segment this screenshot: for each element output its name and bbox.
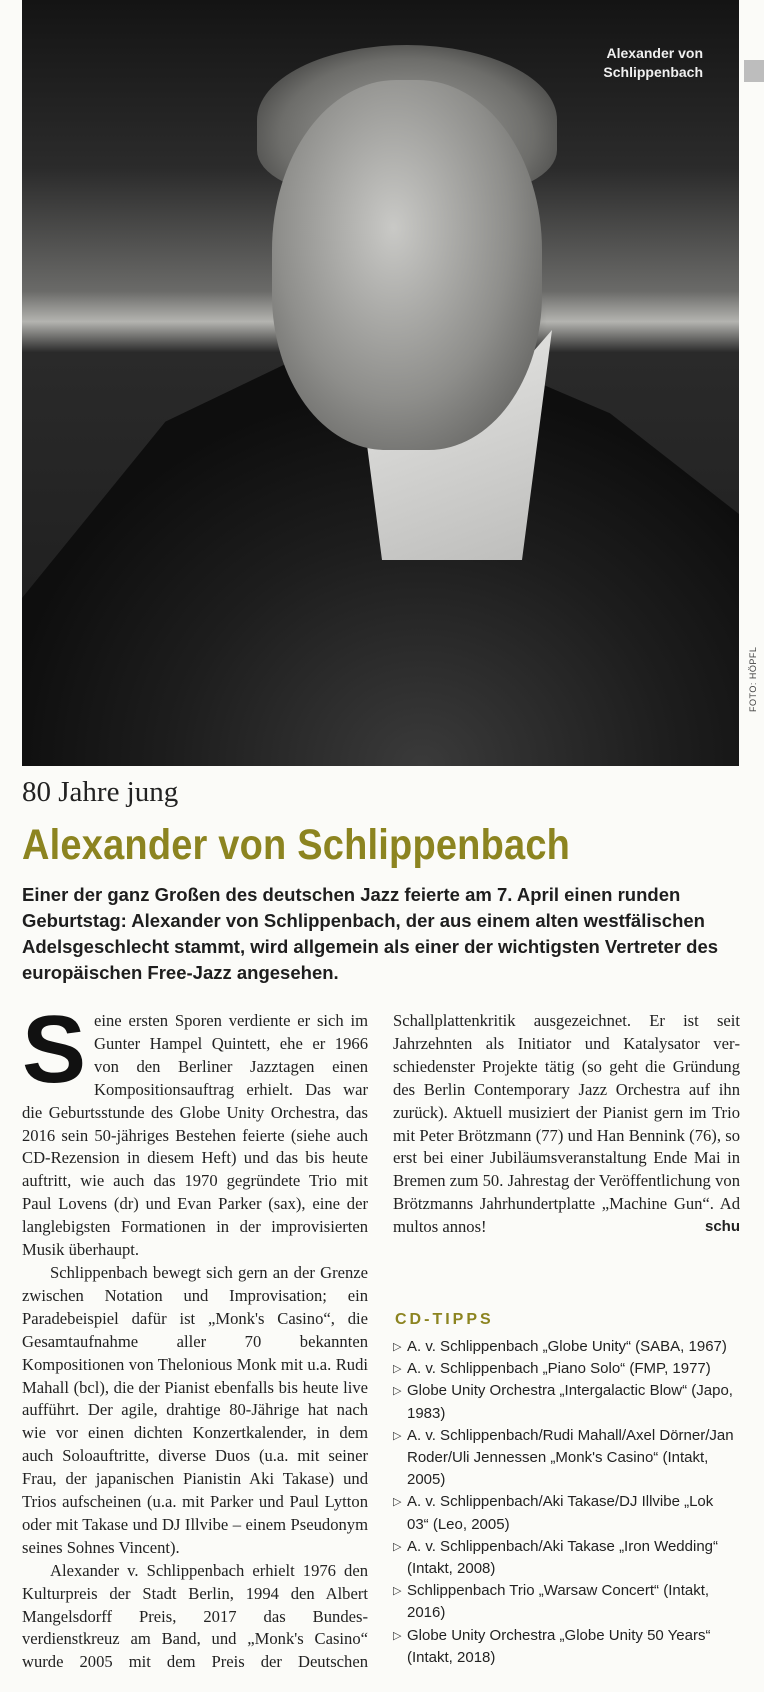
portrait-photo: [22, 0, 739, 766]
cd-tip-item: [393, 1625, 738, 1669]
author-signature: schu: [704, 1218, 740, 1236]
cd-tip-item: [393, 1580, 738, 1624]
cd-tip-text: A. v. Schlippenbach/Aki Takase „Iron Wedding“ (Intakt, 2008): [407, 1537, 719, 1578]
article-column-1: [22, 996, 368, 1674]
photo-caption: [603, 44, 703, 82]
cd-tip-item: [393, 1425, 738, 1492]
triangle-bullet-icon: ▷: [393, 1540, 402, 1553]
cd-tips-title: CD-TIPPS: [395, 1311, 494, 1328]
cd-tip-text: A. v. Schlippenbach/Aki Takase/DJ Illvibe „Lok 03“ (Leo, 2005): [407, 1493, 714, 1533]
cd-tip-item: [393, 1380, 738, 1424]
cd-tip-text: A. v. Schlippenbach „Piano Solo“ (FMP, 1977): [407, 1360, 711, 1378]
cd-tip-item: [393, 1491, 738, 1535]
photo-head-shape: [272, 80, 542, 450]
cd-tip-item: [393, 1536, 738, 1580]
triangle-bullet-icon: ▷: [393, 1341, 402, 1353]
article-paragraph-3-continued: Schallplattenkritik ausgezeichnet. Er ist seit Jahrzehnten als Initiator und Katalysator verschiedenster Projekte tätig (so geht die Gründung des Berlin Contemporary Jazz Orchestra auf ihn zurück). Aktuell musiziert der Pianist gern im Trio mit Peter Brötzmann (77) und Han Bennink (76), so erst bei einer Jubiläumsveranstaltung Ende Mai in Bremen zum 50. Jahrestag der Veröffentlichung von Brötzmanns Jahrhundertplatte „Machine Gun“. Ad multos annos! schu: [393, 1010, 740, 1239]
photo-caption-line1: Alexander von: [606, 45, 703, 61]
article-headline: Alexander von Schlippenbach: [22, 822, 571, 870]
triangle-bullet-icon: ▷: [393, 1363, 402, 1376]
photo-caption-line2: Schlippenbach: [603, 64, 703, 80]
triangle-bullet-icon: ▷: [393, 1629, 402, 1642]
article-paragraph-1: [22, 996, 368, 1262]
cd-tip-text: Globe Unity Orchestra „Globe Unity 50 Years“ (Intakt, 2018): [407, 1626, 711, 1666]
photo-credit: FOTO: HÖPFL: [748, 646, 758, 712]
article-lead: Einer der ganz Großen des deutschen Jazz feierte am 7. April einen runden Geburtstag: Alexander von Schlippenbach, der aus einem alten westfälischen Adelsgeschlecht stammt, wird allgemein als einer der wichtigsten Vertreter des europäischen Free-Jazz angesehen.: [22, 884, 719, 983]
triangle-bullet-icon: ▷: [393, 1585, 402, 1598]
cd-tip-text: Globe Unity Orchestra „Intergalactic Blow“ (Japo, 1983): [407, 1382, 733, 1422]
triangle-bullet-icon: ▷: [393, 1385, 402, 1398]
article-paragraph-2: Schlippenbach bewegt sich gern an der Grenze zwischen Notation und Improvisation; ein Paradebeispiel dafür ist „Monk's Casino“, die Gesamtaufnahme aller 70 bekannten Kompositionen von Thelonious Monk mit u.a. Rudi Mahall (bcl), die der Pianist ebenfalls bis heute live aufführt. Der agile, drahtige 80-Jährige hat nach wie vor einen dichten Konzertkalender, in dem auch Soloauftritte, diverse Duos (u.a. mit seiner Frau, der japanischen Pianistin Aki Takase) und Trios aufscheinen (u.a. mit Parker und Paul Lytton oder mit Takase und DJ Illvibe – einem Pseudonym seines Sohnes Vincent).: [22, 1262, 368, 1557]
page-edge-tab: [744, 60, 764, 82]
article-kicker: 80 Jahre jung: [22, 776, 179, 808]
article-paragraph-3: Alexander v. Schlippenbach erhielt 1976 den Kulturpreis der Stadt Berlin, 1994 den Albert Mangelsdorff Preis, 2017 das Bundesverdienstkreuz am Band, und „Monk's Casino“ wurde 2005 mit dem Preis der Deutschen: [22, 1560, 368, 1672]
triangle-bullet-icon: ▷: [393, 1429, 402, 1442]
cd-tips-list: [393, 1336, 738, 1669]
cd-tip-text: A. v. Schlippenbach/Rudi Mahall/Axel Dörner/Jan Roder/Uli Jennessen „Monk's Casino“ (Intakt, 2005): [407, 1426, 734, 1489]
cd-tip-text: Schlippenbach Trio „Warsaw Concert“ (Intakt, 2016): [407, 1582, 710, 1622]
triangle-bullet-icon: ▷: [393, 1496, 402, 1509]
cd-tip-text: A. v. Schlippenbach „Globe Unity“ (SABA, 1967): [407, 1338, 727, 1355]
paragraph-1-text: eine ersten Sporen verdiente er sich im Gunter Hampel Quintett, ehe er 1966 von den Berliner Jazztagen einen Kompositionsauftrag erhielt. Das war die Geburtsstunde des Globe Unity Orchestra, das 2016 sein 50-jähriges Bestehen feierte (siehe auch CD-Rezension in diesem Heft) und das bis heute auftritt, wie auch das 1970 gegründete Trio mit Paul Lovens (dr) und Evan Parker (sax), eine der langlebigsten Formationen in der improvisierten Musik überhaupt.: [22, 1011, 368, 1260]
cd-tip-item: [393, 1358, 738, 1380]
drop-cap: S: [22, 996, 87, 1103]
cd-tip-item: [393, 1336, 738, 1358]
article-column-2: [393, 1010, 740, 1239]
